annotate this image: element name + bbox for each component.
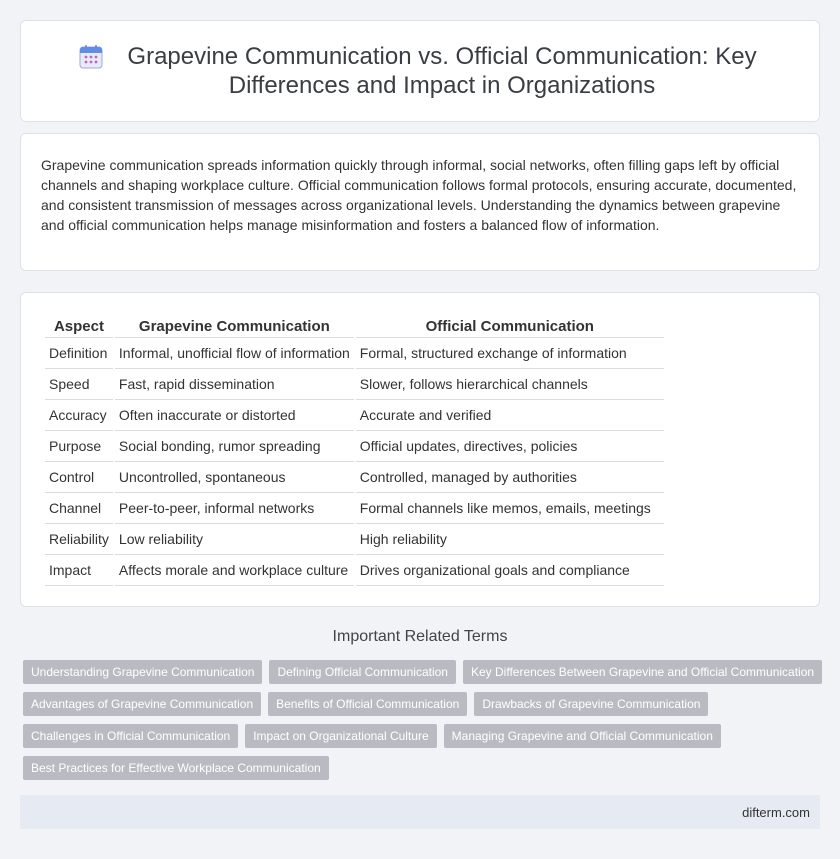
footer-site[interactable]: difterm.com bbox=[742, 804, 810, 820]
cell-aspect: Control bbox=[45, 462, 113, 493]
cell-grapevine: Low reliability bbox=[115, 524, 354, 555]
table-row bbox=[45, 493, 664, 524]
cell-aspect: Reliability bbox=[45, 524, 113, 555]
cell-aspect: Impact bbox=[45, 555, 113, 586]
page-title: Grapevine Communication vs. Official Communication: Key Differences and Impact in Organizations bbox=[127, 43, 757, 99]
related-term-tag[interactable]: Best Practices for Effective Workplace Communication bbox=[23, 756, 329, 780]
intro-paragraph: Grapevine communication spreads information quickly through informal, social networks, often filling gaps left by official channels and shaping workplace culture. Official communication follows formal protocols, ensuring accurate, documented, and consistent transmission of messages across organizational levels. Understanding the dynamics between grapevine and official communication helps manage misinformation and fosters a balanced flow of information. bbox=[41, 157, 797, 233]
table-row bbox=[45, 555, 664, 586]
header-official: Official Communication bbox=[356, 313, 664, 338]
related-term-tag[interactable]: Impact on Organizational Culture bbox=[245, 724, 436, 748]
calendar-icon bbox=[78, 44, 104, 70]
related-term-tag[interactable]: Key Differences Between Grapevine and Official Communication bbox=[463, 660, 822, 684]
cell-official: Controlled, managed by authorities bbox=[356, 462, 664, 493]
cell-grapevine: Informal, unofficial flow of information bbox=[115, 338, 354, 369]
related-term-tag[interactable]: Understanding Grapevine Communication bbox=[23, 660, 262, 684]
cell-official: Drives organizational goals and compliance bbox=[356, 555, 664, 586]
related-term-tag[interactable]: Challenges in Official Communication bbox=[23, 724, 238, 748]
cell-aspect: Purpose bbox=[45, 431, 113, 462]
table-row bbox=[45, 431, 664, 462]
footer bbox=[20, 795, 820, 829]
comparison-table-card bbox=[20, 292, 820, 607]
cell-grapevine: Social bonding, rumor spreading bbox=[115, 431, 354, 462]
header-aspect: Aspect bbox=[45, 313, 113, 338]
cell-grapevine: Affects morale and workplace culture bbox=[115, 555, 354, 586]
related-term-tag[interactable]: Drawbacks of Grapevine Communication bbox=[474, 692, 708, 716]
table-row bbox=[45, 338, 664, 369]
table-row bbox=[45, 369, 664, 400]
cell-aspect: Accuracy bbox=[45, 400, 113, 431]
header-card bbox=[20, 20, 820, 122]
cell-aspect: Speed bbox=[45, 369, 113, 400]
related-term-tag[interactable]: Benefits of Official Communication bbox=[268, 692, 467, 716]
related-terms-list bbox=[23, 660, 823, 780]
comparison-table bbox=[43, 313, 666, 586]
cell-official: Formal, structured exchange of information bbox=[356, 338, 664, 369]
header-grapevine: Grapevine Communication bbox=[115, 313, 354, 338]
cell-official: Accurate and verified bbox=[356, 400, 664, 431]
cell-aspect: Channel bbox=[45, 493, 113, 524]
related-term-tag[interactable]: Advantages of Grapevine Communication bbox=[23, 692, 261, 716]
table-row bbox=[45, 400, 664, 431]
cell-official: Official updates, directives, policies bbox=[356, 431, 664, 462]
cell-grapevine: Uncontrolled, spontaneous bbox=[115, 462, 354, 493]
related-terms-title: Important Related Terms bbox=[332, 628, 508, 645]
table-header-row bbox=[45, 313, 664, 338]
intro-card bbox=[20, 133, 820, 271]
table-row bbox=[45, 462, 664, 493]
table-body bbox=[45, 338, 664, 586]
cell-official: High reliability bbox=[356, 524, 664, 555]
cell-aspect: Definition bbox=[45, 338, 113, 369]
cell-official: Slower, follows hierarchical channels bbox=[356, 369, 664, 400]
table-row bbox=[45, 524, 664, 555]
cell-grapevine: Often inaccurate or distorted bbox=[115, 400, 354, 431]
related-term-tag[interactable]: Managing Grapevine and Official Communication bbox=[444, 724, 721, 748]
related-term-tag[interactable]: Defining Official Communication bbox=[269, 660, 456, 684]
cell-official: Formal channels like memos, emails, meetings bbox=[356, 493, 664, 524]
cell-grapevine: Fast, rapid dissemination bbox=[115, 369, 354, 400]
cell-grapevine: Peer-to-peer, informal networks bbox=[115, 493, 354, 524]
